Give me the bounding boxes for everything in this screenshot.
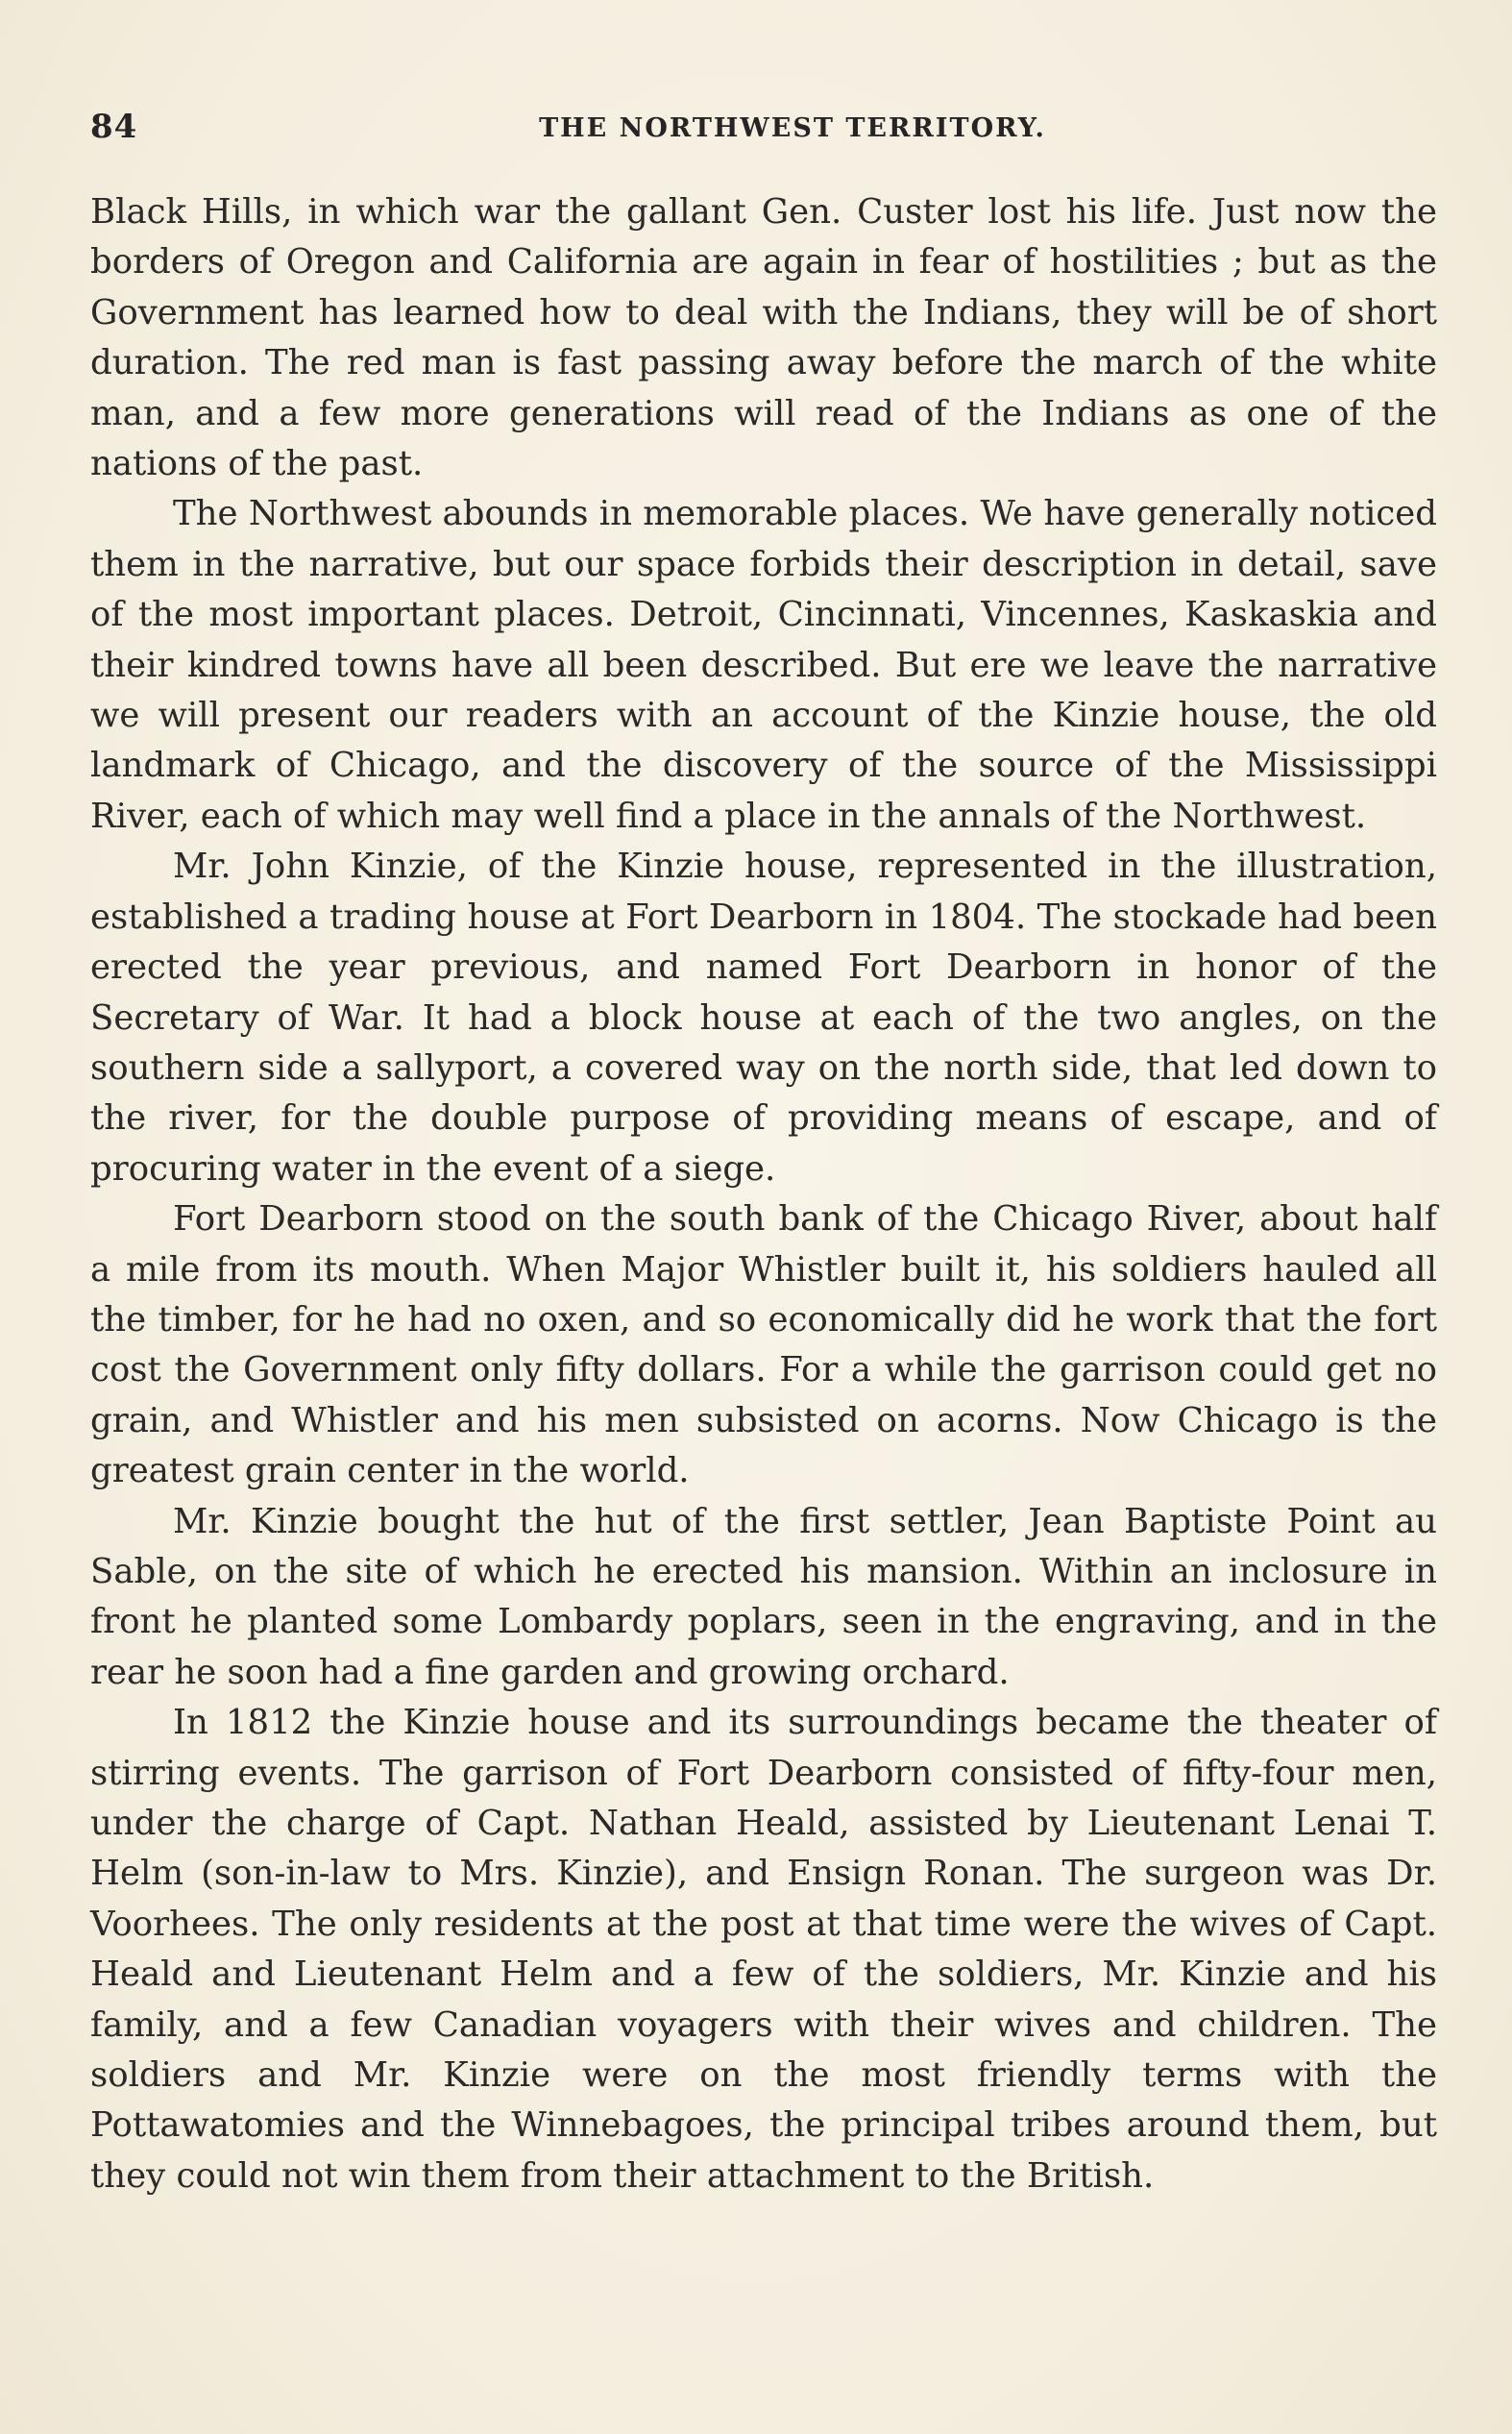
paragraph-fort-dearborn: Fort Dearborn stood on the south bank of the Chicago River, about half a mile from its mouth. When Major Whistler built it, his soldiers hauled all the timber, for he had no oxen, and so economically did he work that the fort cost the Government only fifty dollars. For a while the garrison could get no grain, and Whistler and his men subsisted on acorns. Now Chicago is the greatest grain center in the world. (90, 1199, 1437, 1491)
paragraph-john-kinzie: Mr. John Kinzie, of the Kinzie house, represented in the illustration, established a trading house at Fort Dearborn in 1804. The stockade had been erected the year previous, and named Fort Dearborn in honor of the Secretary of War. It had a block house at each of the two angles, on the southern side a sallyport, a covered way on the north side, that led down to the river, for the double purpose of providing means of escape, and of procuring water in the event of a siege. (90, 847, 1437, 1189)
paragraph-continued: Black Hills, in which war the gallant Gen. Custer lost his life. Just now the borders of Oregon and California are again in fear of hostilities ; but as the Government has learned how to deal with the Indians, they will be of short duration. The red man is fast passing away before the march of the white man, and a few more generations will read of the Indians as one of the nations of the past. (90, 192, 1437, 484)
running-title: THE NORTHWEST TERRITORY. (539, 113, 1046, 143)
body-text (90, 187, 1437, 2201)
paragraph-kinzie-mansion: Mr. Kinzie bought the hut of the first settler, Jean Baptiste Point au Sable, on the site of which he erected his mansion. Within an inclosure in front he planted some Lombardy poplars, seen in the engraving, and in the rear he soon had a fine garden and growing orchard. (90, 1501, 1437, 1692)
page-header (90, 108, 1437, 156)
page-number: 84 (90, 108, 138, 146)
paragraph-memorable-places: The Northwest abounds in memorable places. We have generally noticed them in the narrative, but our space forbids their description in detail, save of the most important places. Detroit, Cincinnati, Vincennes, Kaskaskia and their kindred towns have all been described. But ere we leave the narrative we will present our readers with an account of the Kinzie house, the old landmark of Chicago, and the discovery of the source of the Mississippi River, each of which may well find a place in the annals of the Northwest. (90, 494, 1437, 836)
paragraph-1812-events: In 1812 the Kinzie house and its surroundings became the theater of stirring events. The garrison of Fort Dearborn consisted of fifty-four men, under the charge of Capt. Nathan Heald, assisted by Lieutenant Lenai T. Helm (son-in-law to Mrs. Kinzie), and Ensign Ronan. The surgeon was Dr. Voorhees. The only residents at the post at that time were the wives of Capt. Heald and Lieutenant Helm and a few of the soldiers, Mr. Kinzie and his family, and a few Canadian voyagers with their wives and children. The soldiers and Mr. Kinzie were on the most friendly terms with the Pottawatomies and the Winnebagoes, the principal tribes around them, but they could not win them from their attachment to the British. (90, 1703, 1437, 2196)
